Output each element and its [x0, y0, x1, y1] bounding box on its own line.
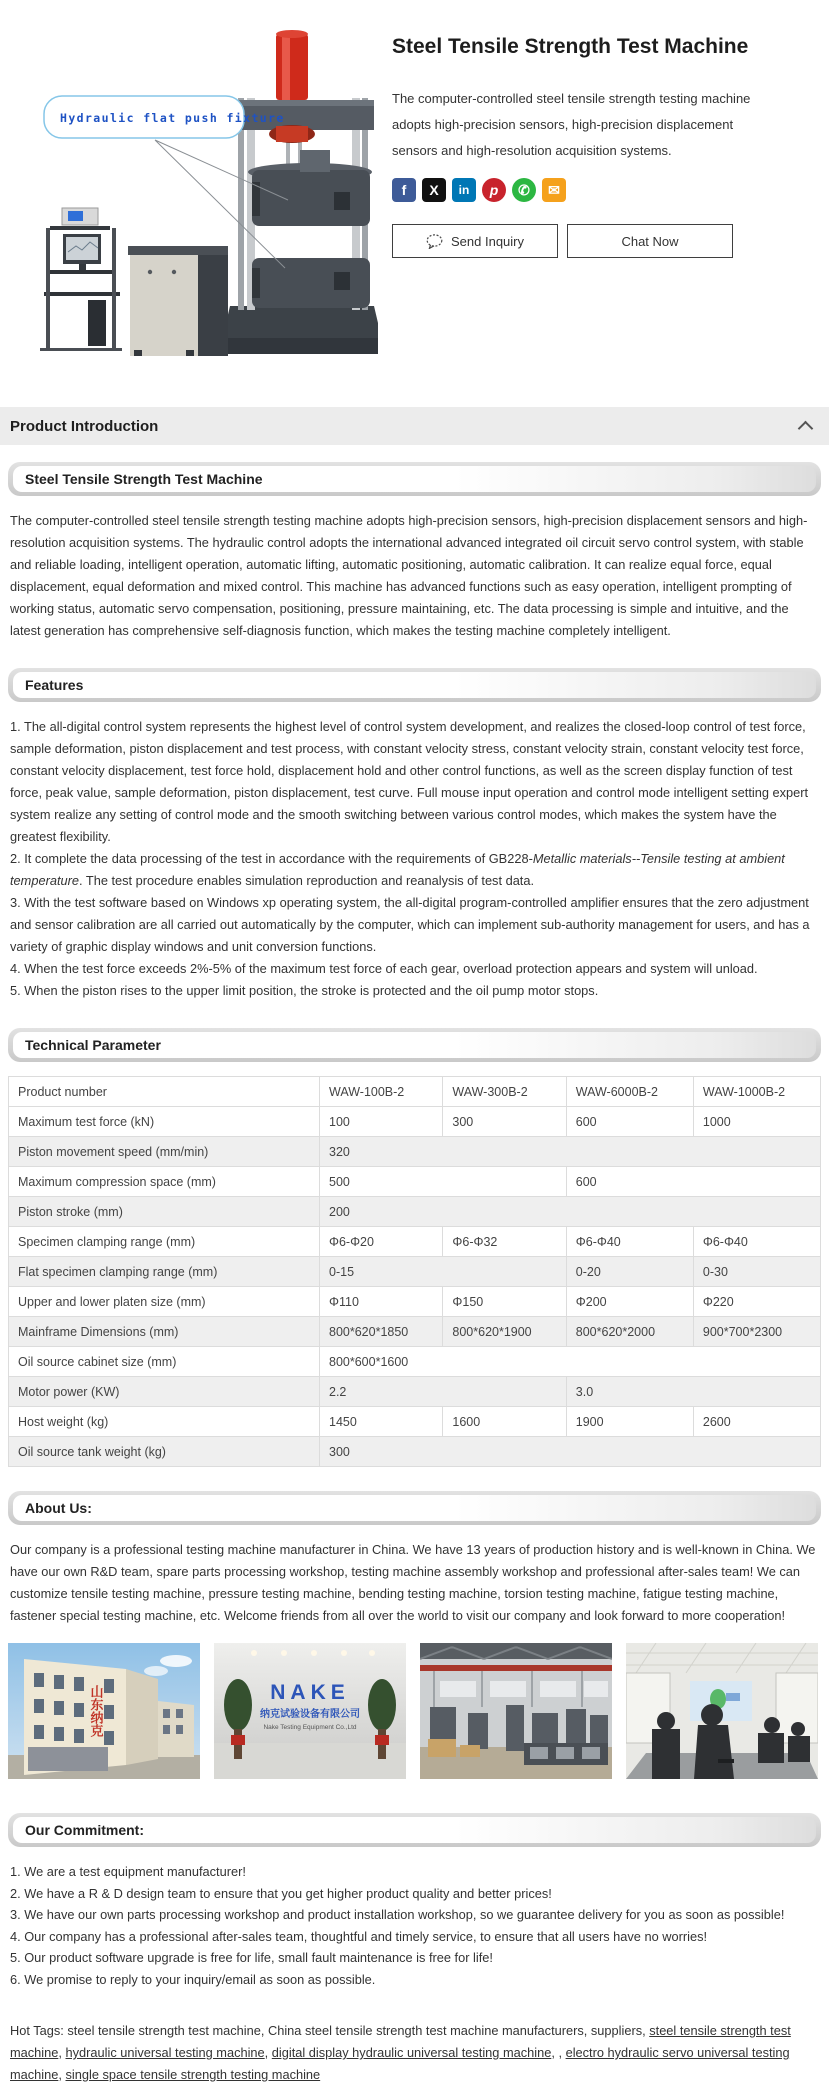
row-label: Oil source cabinet size (mm) — [9, 1347, 320, 1377]
table-row — [9, 1107, 821, 1137]
table-cell: Φ150 — [443, 1287, 566, 1317]
row-label: Oil source tank weight (kg) — [9, 1437, 320, 1467]
technical-heading-ribbon — [8, 1028, 821, 1062]
table-cell: Φ6-Φ32 — [443, 1227, 566, 1257]
table-row — [9, 1137, 821, 1167]
chat-now-label: Chat Now — [621, 233, 679, 249]
table-cell: 800*600*1600 — [320, 1347, 821, 1377]
machine-crosshead — [252, 170, 370, 226]
facebook-icon[interactable]: f — [392, 178, 416, 202]
send-inquiry-button[interactable] — [392, 224, 558, 258]
chevron-up-icon[interactable] — [798, 420, 814, 436]
table-cell: 1900 — [566, 1407, 693, 1437]
row-label: Piston stroke (mm) — [9, 1197, 320, 1227]
hot-tag-link[interactable]: steel tensile strength test machine — [10, 2023, 791, 2060]
table-cell: 900*700*2300 — [693, 1317, 820, 1347]
commitment-item: 1. We are a test equipment manufacturer! — [10, 1864, 246, 1879]
commitment-item: 2. We have a R & D design team to ensure that you get higher product quality and better prices! — [10, 1885, 552, 1901]
table-cell: 0-20 — [566, 1257, 693, 1287]
features-list — [0, 716, 829, 1002]
table-row — [9, 1407, 821, 1437]
table-cell: 1000 — [693, 1107, 820, 1137]
row-label: Maximum compression space (mm) — [9, 1167, 320, 1197]
product-introduction-header[interactable] — [0, 407, 829, 445]
page-title: Steel Tensile Strength Test Machine — [392, 35, 749, 58]
table-cell: 500 — [320, 1167, 567, 1197]
table-row — [9, 1317, 821, 1347]
table-cell: 200 — [320, 1197, 821, 1227]
table-header-cell: WAW-300B-2 — [443, 1077, 566, 1107]
table-cell: 800*620*1900 — [443, 1317, 566, 1347]
email-icon[interactable]: ✉ — [542, 178, 566, 202]
send-inquiry-label: Send Inquiry — [451, 233, 524, 249]
table-cell: 1600 — [443, 1407, 566, 1437]
about-paragraph: Our company is a professional testing machine manufacturer in China. We have 13 years of production history and is well-known in China. We have our own R&D team, spare parts processing workshop, testing machine assembly workshop and professional after-sales team! We can customize tensile testing machine, pressure testing machine, bending testing machine, torsion testing machine, fatigue testing machine, fastener special testing machine, etc. Welcome friends from all over the world to visit our company and look forward to more cooperation! — [10, 1542, 816, 1623]
table-cell: 800*620*2000 — [566, 1317, 693, 1347]
chat-now-button[interactable] — [567, 224, 733, 258]
linkedin-icon[interactable]: in — [452, 178, 476, 202]
feature-item: 1. The all-digital control system represents the highest level of control system development, and realizes the closed-loop control of test force, sample deformation, piston displacement and test process, with constant velocity stress, constant velocity strain, constant velocity test force, constant velocity displacement, test force hold, displacement hold and other control functions, as well as the screen display function of test force, peak value, sample deformation, piston displacement, test curve. Full mouse input operation and control mode intelligent setting expert system realize any setting of control mode and the smooth switching between various control modes, which makes the system have the greatest flexibility. — [10, 719, 809, 844]
row-label: Mainframe Dimensions (mm) — [9, 1317, 320, 1347]
technical-parameter-table — [8, 1076, 821, 1467]
lobby-company-cn: 纳克试验设备有限公司 — [260, 1709, 360, 1720]
table-row — [9, 1167, 821, 1197]
table-cell: Φ6-Φ40 — [566, 1227, 693, 1257]
table-cell: Φ110 — [320, 1287, 443, 1317]
commitment-heading-ribbon — [8, 1813, 821, 1847]
row-label: Specimen clamping range (mm) — [9, 1227, 320, 1257]
action-buttons — [392, 224, 769, 258]
table-cell: 2600 — [693, 1407, 820, 1437]
row-label: Maximum test force (kN) — [9, 1107, 320, 1137]
table-cell: Φ6-Φ40 — [693, 1227, 820, 1257]
commitment-item: 5. Our product software upgrade is free for life, small fault maintenance is free for life! — [10, 1950, 493, 1965]
table-row — [9, 1227, 821, 1257]
hot-tags: Hot Tags: steel tensile strength test machine, China steel tensile strength test machine manufacturers, suppliers, steel tensile strength test machine, hydraulic universal testing machine, digital display hydraulic universal testing machine, , electro hydraulic servo universal testing machine, single space tensile strength testing machine — [10, 2023, 791, 2082]
table-row — [9, 1197, 821, 1227]
table-cell: Φ200 — [566, 1287, 693, 1317]
hot-tag-link[interactable]: digital display hydraulic universal testing machine — [271, 2045, 552, 2060]
pinterest-icon[interactable]: p — [482, 178, 506, 202]
share-icons — [392, 178, 769, 202]
table-cell: 100 — [320, 1107, 443, 1137]
row-label: Host weight (kg) — [9, 1407, 320, 1437]
feature-item: 2. It complete the data processing of the test in accordance with the requirements of GB228-Metallic materials--Tensile testing at ambient temperature. The test procedure enables simulation reproduction and reanalysis of test data. — [10, 851, 785, 888]
intro-heading: Steel Tensile Strength Test Machine — [13, 466, 816, 492]
table-cell: Φ220 — [693, 1287, 820, 1317]
table-cell: 800*620*1850 — [320, 1317, 443, 1347]
features-heading: Features — [13, 672, 816, 698]
row-label: Piston movement speed (mm/min) — [9, 1137, 320, 1167]
features-heading-ribbon — [8, 668, 821, 702]
table-header-cell: WAW-6000B-2 — [566, 1077, 693, 1107]
product-introduction-title: Product Introduction — [10, 417, 159, 435]
product-image — [0, 0, 378, 372]
product-hero — [0, 0, 829, 372]
table-row — [9, 1287, 821, 1317]
table-cell: 300 — [443, 1107, 566, 1137]
commitment-item: 4. Our company has a professional after-sales team, thoughtful and timely service, to ensure that all users have no worries! — [10, 1928, 708, 1944]
feature-item: 3. With the test software based on Windows xp operating system, the all-digital program-controlled amplifier ensures that the zero adjustment and sensor calibration are all carried out automatically by the computer, which can implement sub-authority management for users, and has a variety of graphic display windows and unit conversion functions. — [10, 895, 810, 954]
table-header-cell: WAW-1000B-2 — [693, 1077, 820, 1107]
whatsapp-icon[interactable]: ✆ — [512, 178, 536, 202]
x-twitter-icon[interactable]: X — [422, 178, 446, 202]
table-cell: 0-30 — [693, 1257, 820, 1287]
hot-tag-link[interactable]: single space tensile strength testing machine — [65, 2067, 321, 2082]
table-cell: 0-15 — [320, 1257, 567, 1287]
table-cell: 600 — [566, 1107, 693, 1137]
chat-bubble-icon — [426, 234, 443, 249]
commitment-list — [0, 1861, 829, 1990]
photo-office-lobby — [214, 1643, 406, 1779]
table-cell: Φ6-Φ20 — [320, 1227, 443, 1257]
table-row — [9, 1377, 821, 1407]
feature-item: 5. When the piston rises to the upper limit position, the stroke is protected and the oil pump motor stops. — [10, 983, 599, 998]
table-header-cell: Product number — [9, 1077, 320, 1107]
machine-base — [222, 306, 378, 340]
building-sign-text: 山东纳克 — [88, 1685, 104, 1737]
commitment-item: 3. We have our own parts processing workshop and product installation workshop, so we guarantee delivery for you as soon as possible! — [10, 1907, 785, 1922]
about-heading: About Us: — [13, 1495, 816, 1521]
lobby-company-en: Nake Testing Equipment Co.,Ltd — [263, 1724, 357, 1731]
photo-meeting-room — [626, 1643, 818, 1779]
table-header-row — [9, 1077, 821, 1107]
table-cell: 600 — [566, 1167, 820, 1197]
hot-tag-link[interactable]: electro hydraulic servo universal testing machine — [10, 2045, 790, 2082]
product-short-description: The computer-controlled steel tensile strength testing machine adopts high-precision sensors, high-precision displacement sensors and high-resolution acquisition systems. — [392, 91, 751, 158]
table-cell: 1450 — [320, 1407, 443, 1437]
table-row — [9, 1257, 821, 1287]
table-row — [9, 1437, 821, 1467]
hot-tag-link[interactable]: hydraulic universal testing machine — [65, 2045, 265, 2060]
row-label: Flat specimen clamping range (mm) — [9, 1257, 320, 1287]
table-cell: 300 — [320, 1437, 821, 1467]
machine-cabinet — [130, 252, 198, 356]
about-heading-ribbon — [8, 1491, 821, 1525]
row-label: Motor power (KW) — [9, 1377, 320, 1407]
table-row — [9, 1347, 821, 1377]
table-header-cell: WAW-100B-2 — [320, 1077, 443, 1107]
table-cell: 3.0 — [566, 1377, 820, 1407]
intro-heading-ribbon — [8, 462, 821, 496]
photo-factory-building — [8, 1643, 200, 1779]
product-info — [378, 0, 829, 372]
feature-item: 4. When the test force exceeds 2%-5% of the maximum test force of each gear, overload protection appears and system will unload. — [10, 961, 758, 976]
machine-illustration — [0, 0, 378, 368]
intro-paragraph: The computer-controlled steel tensile strength testing machine adopts high-precision sensors, high-precision displacement sensors and high-resolution acquisition systems. The hydraulic control adopts the international advanced integrated oil circuit servo control system, with stable and reliable loading, intelligent operation, automatic lifting, automatic positioning, automatic calibration. It can realize equal force, equal displacement, equal deformation and mixed control. This machine has advanced functions such as easy operation, intelligent prompting of working status, automatic servo compensation, positioning, pressure maintaining, etc. The data processing is simple and intuitive, and the latest generation has comprehensive self-diagnosis function, which makes the testing machine completely intelligent. — [10, 513, 808, 638]
company-photos — [8, 1643, 821, 1779]
lobby-logo-text: NAKE — [270, 1681, 350, 1704]
callout-label: Hydraulic flat push fixture — [60, 111, 285, 125]
table-body — [9, 1107, 821, 1467]
technical-heading: Technical Parameter — [13, 1032, 816, 1058]
machine-cylinder — [276, 34, 308, 100]
row-label: Upper and lower platen size (mm) — [9, 1287, 320, 1317]
table-cell: 320 — [320, 1137, 821, 1167]
commitment-item: 6. We promise to reply to your inquiry/email as soon as possible. — [10, 1971, 376, 1987]
photo-workshop — [420, 1643, 612, 1779]
commitment-heading: Our Commitment: — [13, 1817, 816, 1843]
table-cell: 2.2 — [320, 1377, 567, 1407]
